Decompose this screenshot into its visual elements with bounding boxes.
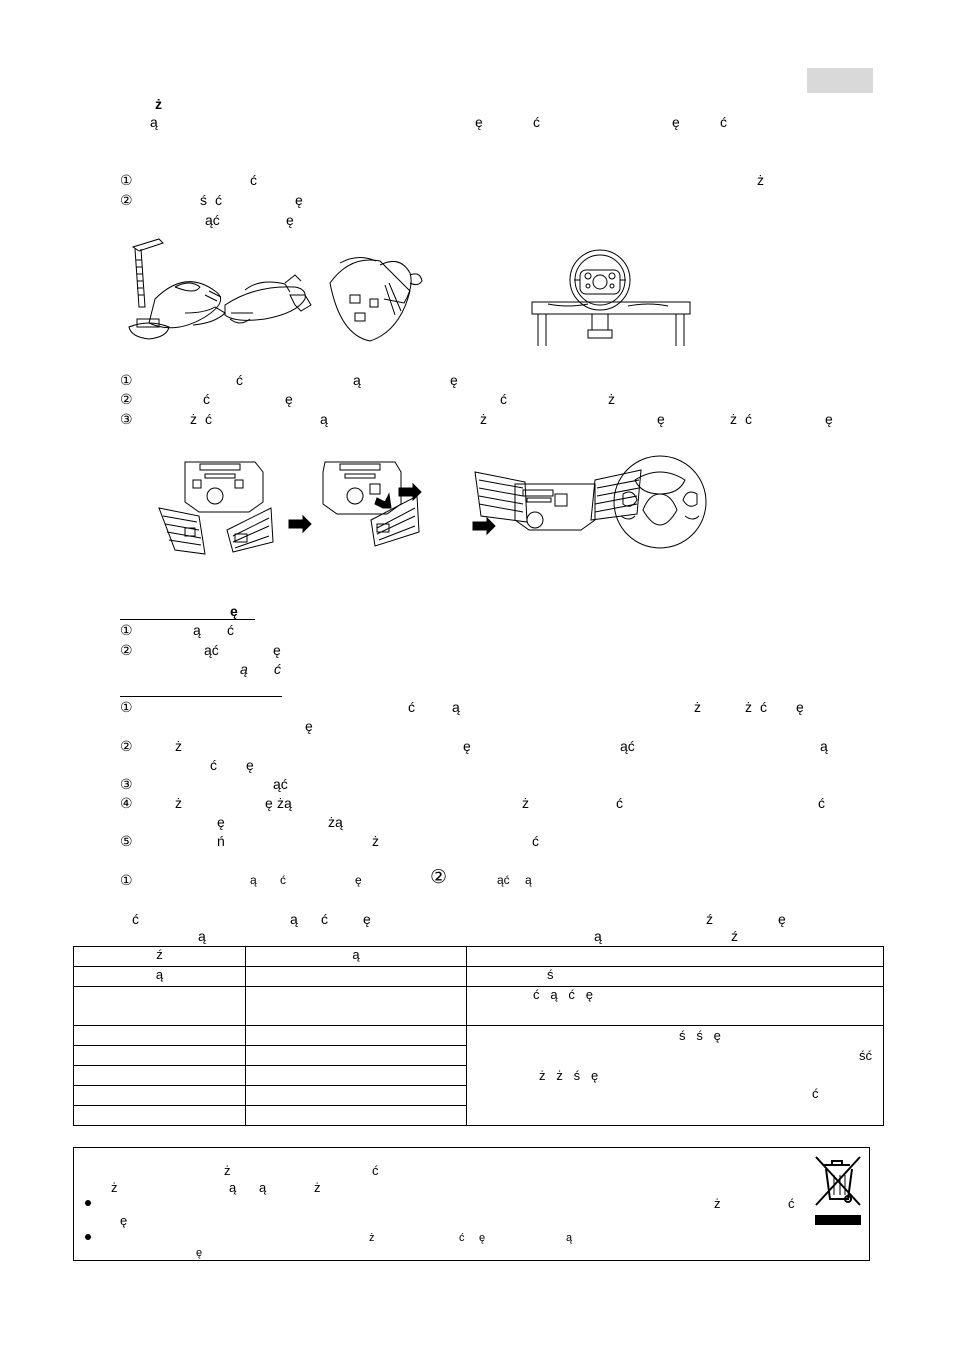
base-plate-1 [185,462,263,512]
clamp-drawing-1 [129,239,225,339]
language-tab [807,68,873,93]
table-cell [74,1086,246,1106]
clamp-drawing-2 [225,275,311,323]
section-title-char: ż [155,96,162,112]
table-row [74,967,884,987]
section-3-underline [120,619,255,620]
table-cell [246,967,467,987]
table-cell [246,1086,467,1106]
wheel-on-table-figure [528,240,693,348]
arrow-3 [375,494,391,508]
spec-table [73,946,884,1126]
pedal-left-1 [159,508,205,554]
round-detail [614,456,706,548]
table-cell [74,1046,246,1066]
table-cell: ą [246,947,467,967]
table-cell [74,1106,246,1126]
table-cell [246,1106,467,1126]
table-cell [246,1026,467,1046]
crossed-bin-icon [812,1151,866,1230]
table-cell: ś [467,967,884,987]
assembled-pedals [475,470,641,530]
table-cell [246,987,467,1026]
table-cell: ć ą ć ę [467,987,884,1026]
clamp-drawing-3 [330,257,422,341]
table-row [74,1026,884,1046]
table-cell [246,1046,467,1066]
table-cell [74,987,246,1026]
table-cell: ź [74,947,246,967]
table-cell [246,1066,467,1086]
bullet-icon [85,1234,91,1240]
clamp-assembly-figure [125,235,440,347]
arrow-2 [399,484,421,500]
arrow-1 [289,516,311,532]
table-cell: ą [74,967,246,987]
table-cell [74,1026,246,1046]
pedal-right-1 [227,508,273,552]
section-3-heading: ę [230,603,238,619]
bullet-icon [85,1200,91,1206]
arrow-4 [473,518,495,534]
pedal-assembly-figure [155,450,725,560]
table-row [74,987,884,1026]
table-cell [74,1066,246,1086]
table-cell-notes: ś ś ę ść ż ż ś ę ć [467,1026,884,1126]
section-4-rule [120,696,282,697]
table-cell [467,947,884,967]
weee-notice: ż ć ż ą ą ż ż ć ę ż ć ę ą ę [73,1147,870,1261]
table-row [74,947,884,967]
